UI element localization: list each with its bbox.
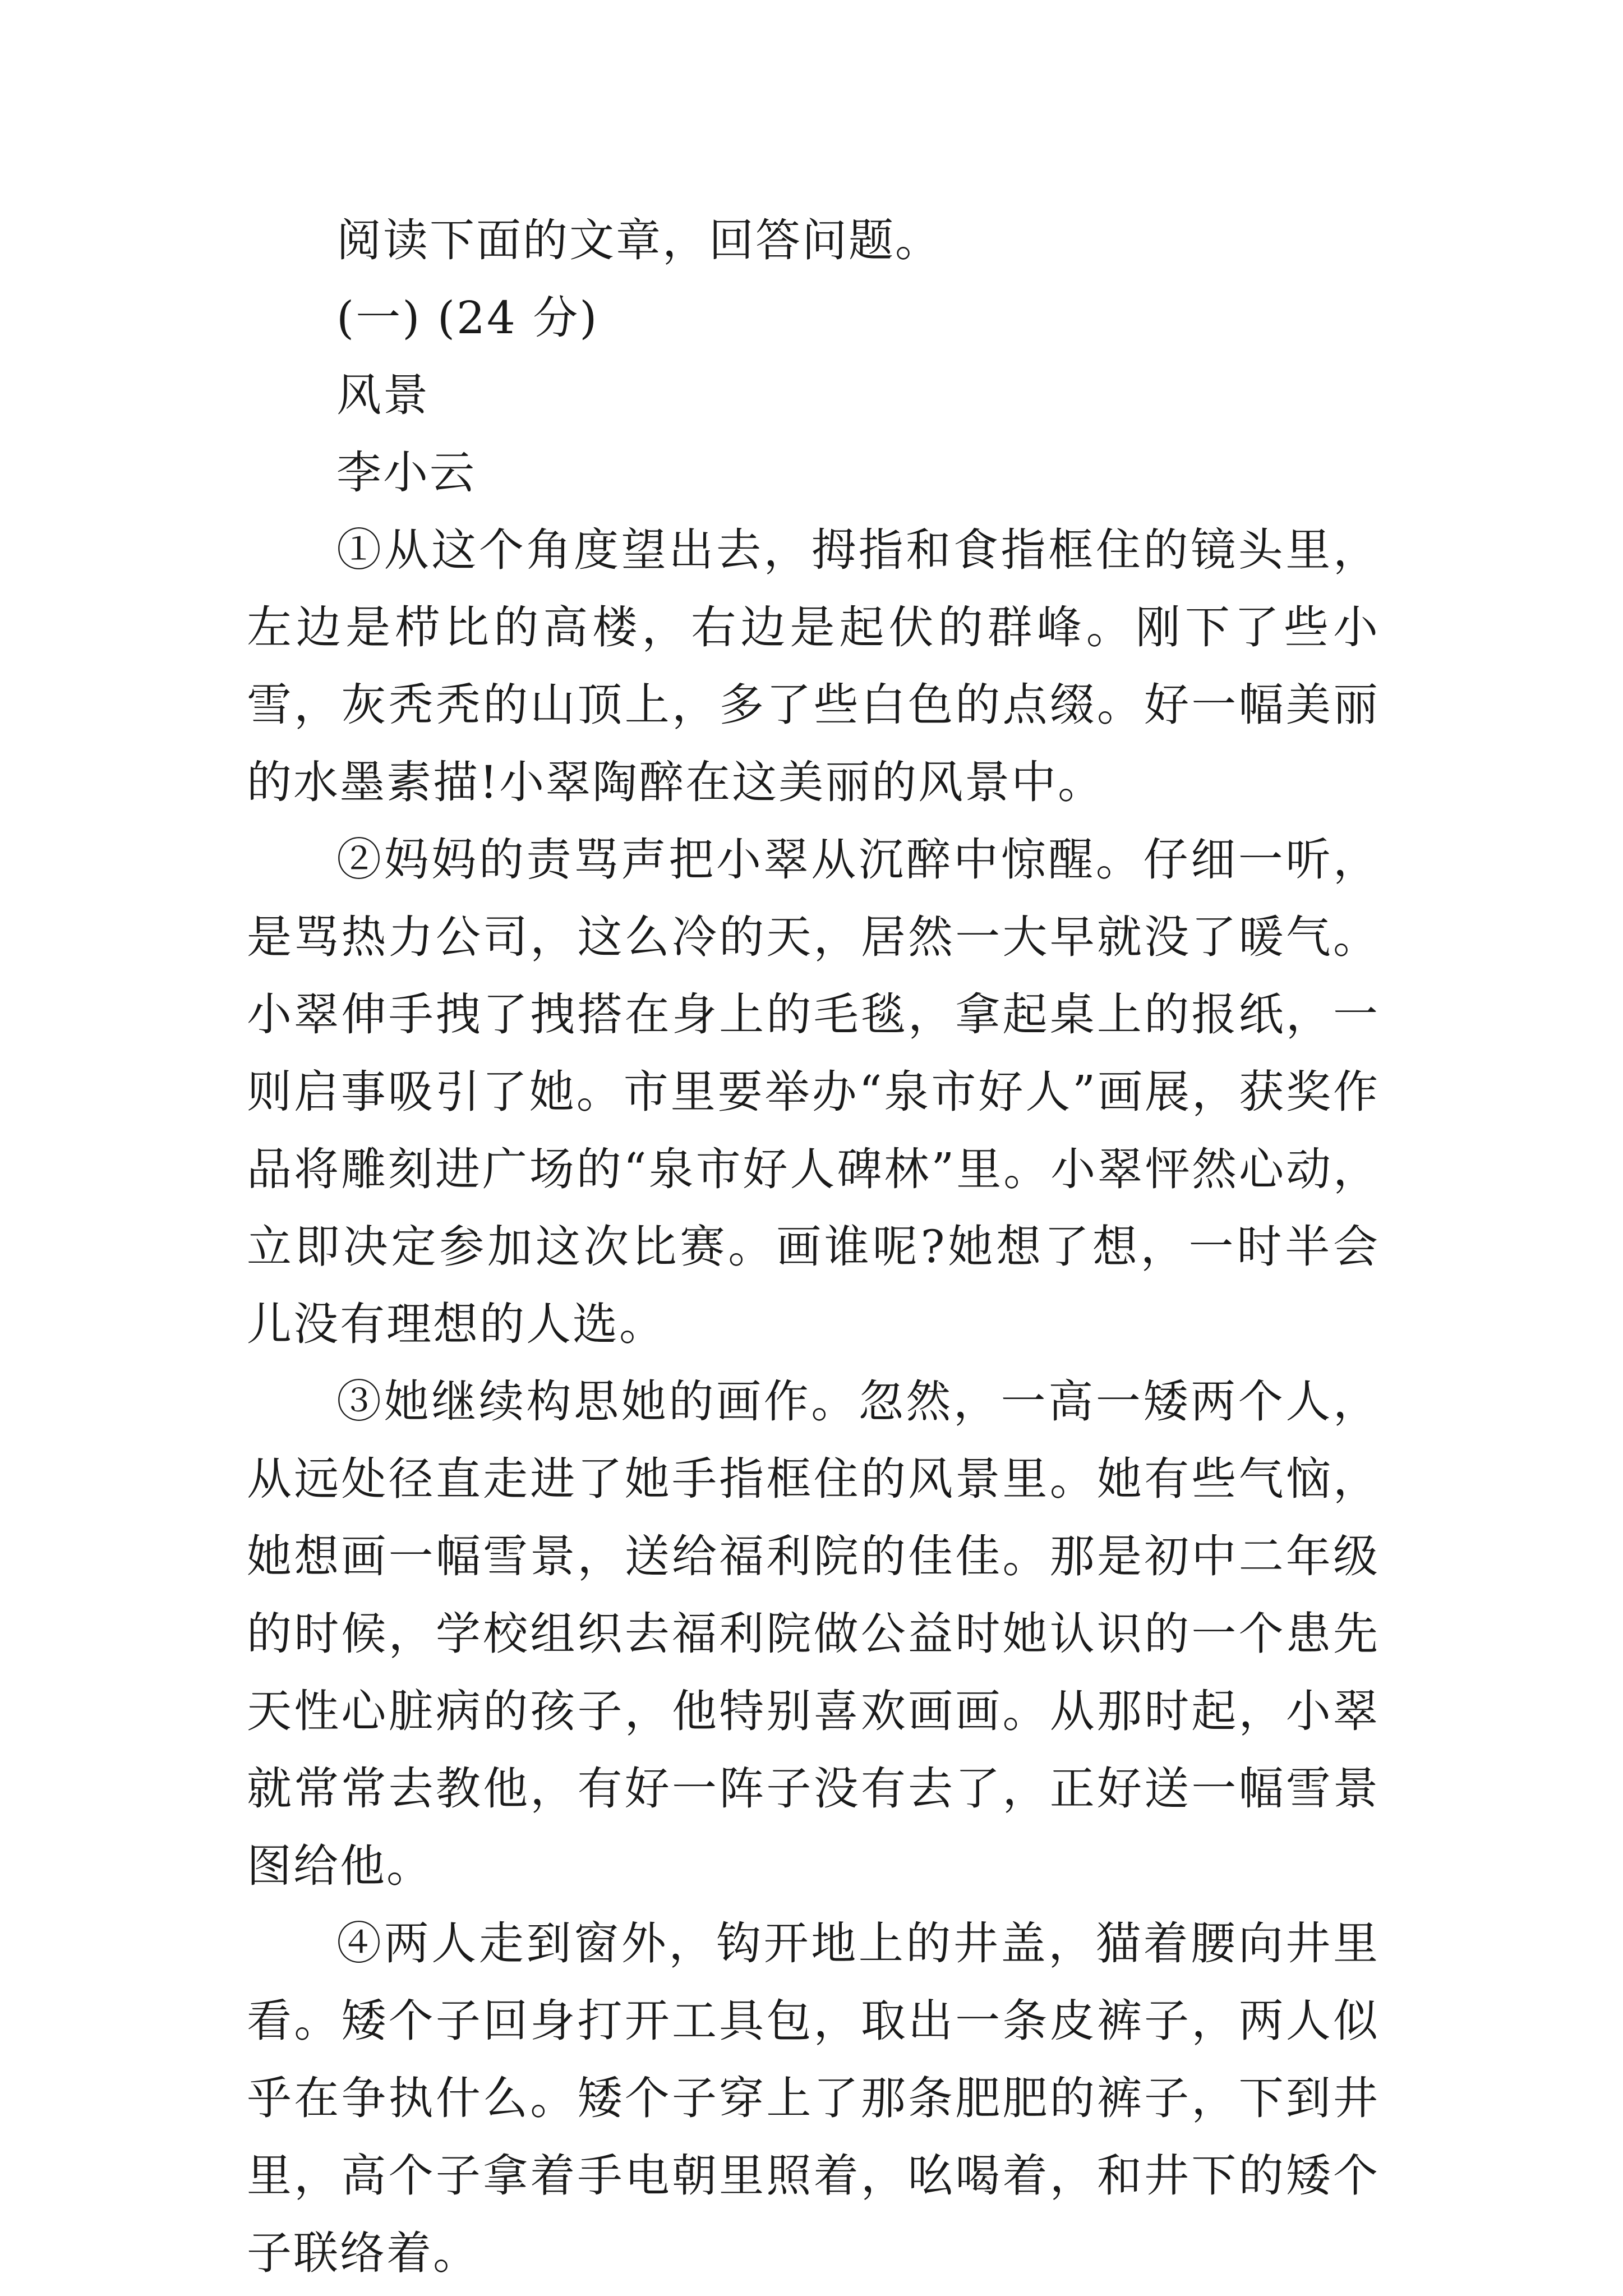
- instruction-text: 阅读下面的文章，回答问题。: [336, 214, 942, 266]
- paragraph-3: ③她继续构思她的画作。忽然，一高一矮两个人，从远处径直走进了她手指框住的风景里。她有些气恼，她想画一幅雪景，送给福利院的佳佳。那是初中二年级的时候，学校组织去福利院做公益时她认识的一个患先天性心脏病的孩子，他特别喜欢画画。从那时起，小翠就常常去教他，有好一阵子没有去了，正好送一幅雪景图给他。: [247, 1375, 1380, 1892]
- article-author: 李小云: [336, 447, 476, 499]
- article-title: 风景: [336, 369, 430, 421]
- paragraph-1: ①从这个角度望出去，拇指和食指框住的镜头里，左边是栉比的高楼，右边是起伏的群峰。刚下了些小雪，灰秃秃的山顶上，多了些白色的点缀。好一幅美丽的水墨素描!小翠陶醉在这美丽的风景中。: [247, 524, 1380, 808]
- paragraph-2: ②妈妈的责骂声把小翠从沉醉中惊醒。仔细一听，是骂热力公司，这么冷的天，居然一大早就没了暖气。小翠伸手拽了拽搭在身上的毛毯，拿起桌上的报纸，一则启事吸引了她。市里要举办“泉市好人”画展，获奖作品将雕刻进广场的“泉市好人碑林”里。小翠怦然心动，立即决定参加这次比赛。画谁呢?她想了想，一时半会儿没有理想的人选。: [247, 834, 1380, 1350]
- paragraph-4: ④两人走到窗外，钩开地上的井盖，猫着腰向井里看。矮个子回身打开工具包，取出一条皮裤子，两人似乎在争执什么。矮个子穿上了那条肥肥的裤子，下到井里，高个子拿着手电朝里照着，吆喝着，和井下的矮个子联络着。: [247, 1917, 1380, 2279]
- section-heading: (一) (24 分): [336, 292, 599, 344]
- reading-passage: [247, 202, 1380, 2292]
